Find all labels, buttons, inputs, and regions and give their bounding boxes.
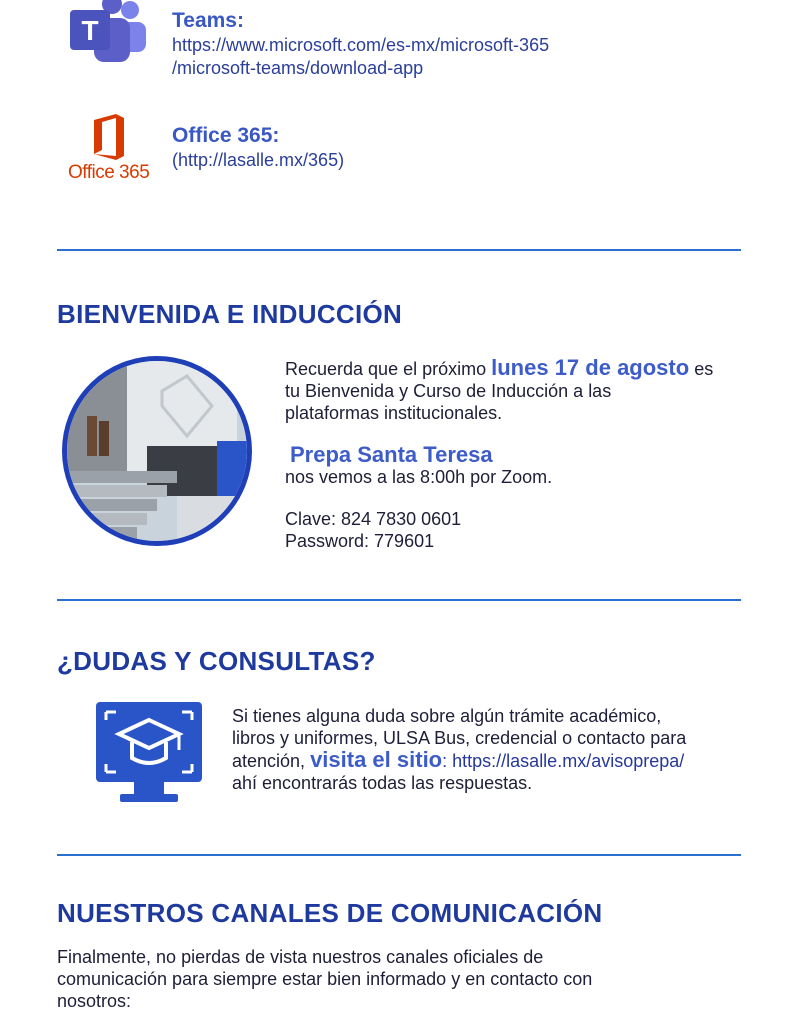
teams-url-line1[interactable]: https://www.microsoft.com/es-mx/microsoft-365: [172, 35, 550, 55]
dudas-colon: :: [442, 751, 453, 771]
teams-logo: [68, 0, 152, 68]
monitor-graduation-icon: [94, 702, 204, 810]
zoom-password: Password: 779601: [285, 531, 435, 551]
bienvenida-heading: BIENVENIDA E INDUCCIÓN: [57, 299, 403, 329]
teams-title: Teams:: [172, 9, 244, 32]
teams-url-line2[interactable]: /microsoft-teams/download-app: [172, 58, 424, 78]
canales-text: [57, 946, 757, 1012]
bienvenida-text: [285, 357, 745, 552]
svg-text:T: T: [81, 15, 99, 46]
divider-2: [57, 599, 741, 601]
canales-heading: NUESTROS CANALES DE COMUNICACIÓN: [57, 898, 603, 928]
dudas-heading: ¿DUDAS Y CONSULTAS?: [57, 646, 376, 676]
dudas-line4: ahí encontrarás todas las respuestas.: [232, 773, 533, 793]
dudas-line1: Si tienes alguna duda sobre algún trámite académico,: [232, 706, 662, 726]
office-url[interactable]: (http://lasalle.mx/365): [172, 150, 345, 170]
visit-site-link[interactable]: visita el sitio: [310, 747, 443, 772]
dudas-line2: libros y uniformes, ULSA Bus, credencial o contacto para: [232, 728, 687, 748]
zoom-time: nos vemos a las 8:00h por Zoom.: [285, 467, 553, 487]
bienvenida-p1-post: es: [689, 359, 714, 379]
zoom-clave: Clave: 824 7830 0601: [285, 509, 462, 529]
avisoprepa-url[interactable]: https://lasalle.mx/avisoprepa/: [452, 751, 685, 771]
bienvenida-line3: plataformas institucionales.: [285, 403, 503, 423]
office-title: Office 365:: [172, 124, 280, 147]
canales-line1: Finalmente, no pierdas de vista nuestros canales oficiales de: [57, 947, 544, 967]
canales-line2: comunicación para siempre estar bien informado y en contacto con: [57, 969, 593, 989]
bienvenida-line2: tu Bienvenida y Curso de Inducción a las: [285, 381, 612, 401]
canales-line3: nosotros:: [57, 991, 132, 1011]
bienvenida-date: lunes 17 de agosto: [491, 355, 690, 380]
bienvenida-line1: [285, 357, 745, 380]
teams-icon: [68, 0, 152, 68]
office365-logo-text: Office 365: [68, 162, 150, 183]
dudas-line3: [232, 749, 772, 772]
dudas-line3-pre: atención,: [232, 751, 311, 771]
campus-name: Prepa Santa Teresa: [290, 442, 493, 467]
building-image: [67, 361, 247, 541]
office-icon: [66, 114, 152, 160]
bienvenida-p1-pre: Recuerda que el próximo: [285, 359, 492, 379]
dudas-text: [232, 705, 772, 794]
office365-logo: [66, 114, 152, 188]
divider-1: [57, 249, 741, 251]
campus-photo: [62, 356, 252, 546]
divider-3: [57, 854, 741, 856]
elearning-monitor-icon: [94, 702, 204, 810]
